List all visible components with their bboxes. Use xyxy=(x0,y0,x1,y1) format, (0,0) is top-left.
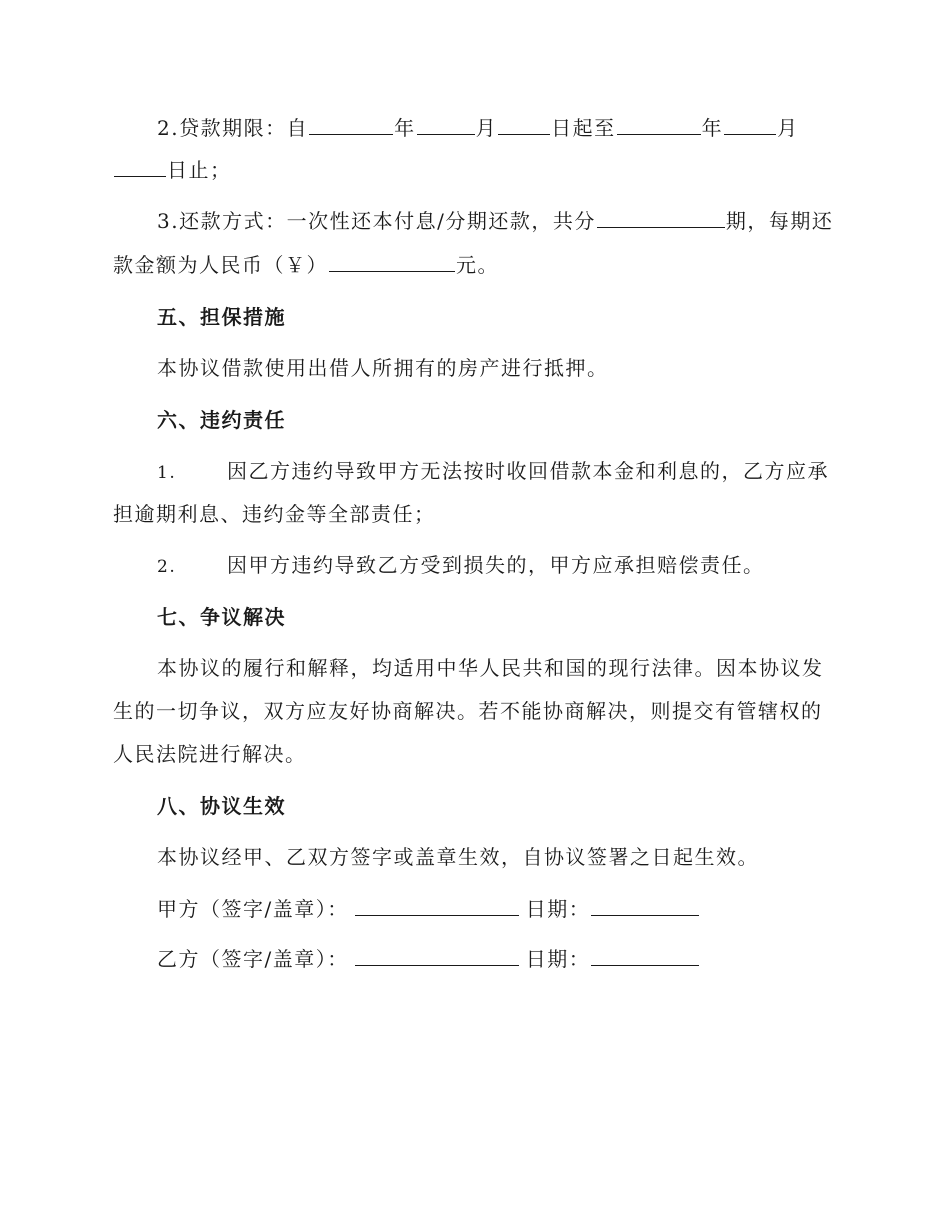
signature-party-a: 甲方（签字/盖章）： 日期： xyxy=(0,895,950,923)
repayment-line-1: 3.还款方式：一次性还本付息/分期还款，共分 期，每期还 xyxy=(157,209,834,233)
loan-term-line-2: 日止； xyxy=(0,156,950,184)
section-6-item-2: 2. 因甲方违约导致乙方受到损失的，甲方应承担赔偿责任。 xyxy=(157,553,765,577)
blank-party-b-signature[interactable] xyxy=(355,945,519,966)
loan-term-line-1: 2.贷款期限：自 年 月 日起至 年 月 xyxy=(157,116,799,140)
blank-party-a-date[interactable] xyxy=(591,895,699,916)
blank-party-b-date[interactable] xyxy=(591,945,699,966)
signature-party-b: 乙方（签字/盖章）： 日期： xyxy=(0,945,950,973)
section-7-line-1: 本协议的履行和解释，均适用中华人民共和国的现行法律。因本协议发 xyxy=(157,656,824,680)
blank-end-year[interactable] xyxy=(617,114,701,135)
section-7-heading: 七、争议解决 xyxy=(157,605,286,629)
blank-start-day[interactable] xyxy=(498,114,550,135)
section-7-line-2: 生的一切争议，双方应友好协商解决。若不能协商解决，则提交有管辖权的 xyxy=(113,699,823,723)
section-7-line-3: 人民法院进行解决。 xyxy=(113,742,307,766)
blank-start-month[interactable] xyxy=(417,114,475,135)
section-5-text: 本协议借款使用出借人所拥有的房产进行抵押。 xyxy=(157,356,609,380)
section-6-heading: 六、违约责任 xyxy=(157,408,286,432)
section-5-heading: 五、担保措施 xyxy=(157,305,286,329)
section-6-item-1-line-2: 担逾期利息、违约金等全部责任； xyxy=(113,502,436,526)
blank-installment-amount[interactable] xyxy=(329,251,455,272)
blank-installments[interactable] xyxy=(597,207,725,228)
blank-end-day[interactable] xyxy=(114,156,166,177)
repayment-line-2: 款金额为人民币（￥） 元。 xyxy=(113,253,499,277)
section-8-heading: 八、协议生效 xyxy=(157,794,286,818)
blank-start-year[interactable] xyxy=(309,114,393,135)
section-6-item-1-line-1: 1. 因乙方违约导致甲方无法按时收回借款本金和利息的，乙方应承 xyxy=(157,459,829,483)
section-8-text: 本协议经甲、乙双方签字或盖章生效，自协议签署之日起生效。 xyxy=(157,845,759,869)
blank-party-a-signature[interactable] xyxy=(355,895,519,916)
blank-end-month[interactable] xyxy=(724,114,776,135)
